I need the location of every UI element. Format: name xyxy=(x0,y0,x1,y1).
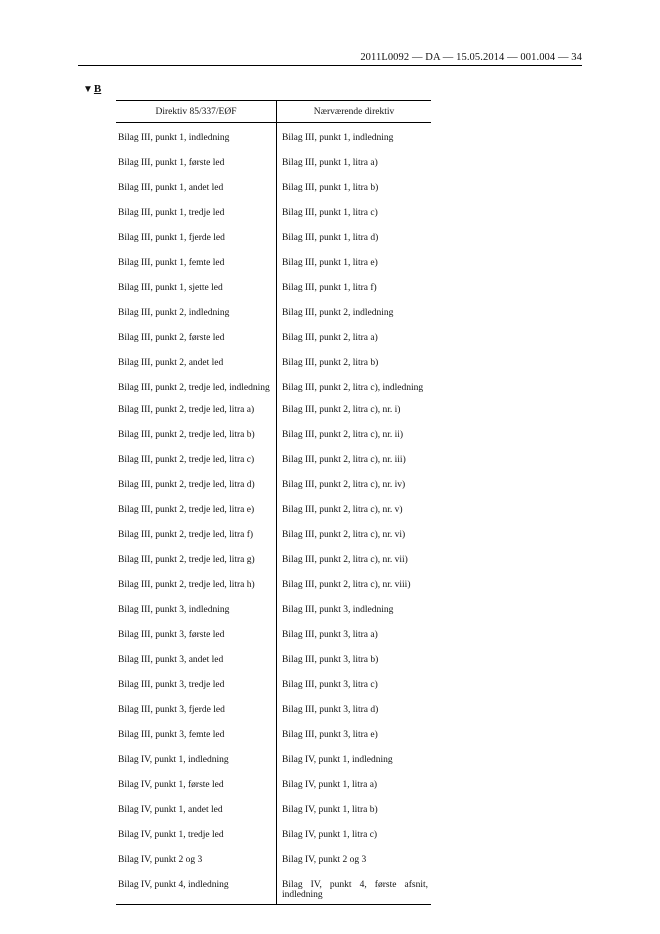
table-row xyxy=(116,397,431,422)
table-row xyxy=(116,275,431,300)
cell-old-directive: Bilag III, punkt 1, fjerde led xyxy=(116,225,277,250)
column-header-new-directive: Nærværende direktiv xyxy=(277,101,432,123)
table-row xyxy=(116,175,431,200)
table-row xyxy=(116,472,431,497)
table-row xyxy=(116,123,431,151)
table-row xyxy=(116,200,431,225)
table-row xyxy=(116,622,431,647)
table-row xyxy=(116,597,431,622)
table-header-row xyxy=(116,101,431,123)
cell-old-directive: Bilag IV, punkt 1, tredje led xyxy=(116,822,277,847)
table-row xyxy=(116,547,431,572)
table-row xyxy=(116,250,431,275)
cell-old-directive: Bilag III, punkt 1, tredje led xyxy=(116,200,277,225)
table-row xyxy=(116,847,431,872)
table-row xyxy=(116,422,431,447)
cell-new-directive: Bilag III, punkt 2, litra c), nr. iii) xyxy=(282,455,406,465)
cell-new-directive: Bilag III, punkt 3, litra c) xyxy=(282,680,378,690)
cell-old-directive: Bilag III, punkt 1, indledning xyxy=(116,123,277,151)
amendment-marker xyxy=(83,83,101,95)
cell-old-directive: Bilag III, punkt 1, første led xyxy=(116,150,277,175)
cell-old-directive: Bilag III, punkt 3, første led xyxy=(116,622,277,647)
amendment-marker-label: B xyxy=(93,83,102,95)
column-header-old-directive: Direktiv 85/337/EØF xyxy=(116,101,277,123)
cell-new-directive: Bilag IV, punkt 1, indledning xyxy=(282,755,393,765)
cell-new-directive: Bilag IV, punkt 1, litra b) xyxy=(282,805,378,815)
cell-old-directive: Bilag IV, punkt 1, indledning xyxy=(116,747,277,772)
table-row xyxy=(116,572,431,597)
cell-old-directive: Bilag III, punkt 2, tredje led, litra h) xyxy=(116,572,277,597)
correlation-table xyxy=(116,100,431,905)
cell-old-directive: Bilag III, punkt 2, tredje led, litra c) xyxy=(116,447,277,472)
cell-old-directive: Bilag III, punkt 3, femte led xyxy=(116,722,277,747)
table-row xyxy=(116,447,431,472)
cell-new-directive: Bilag III, punkt 1, litra f) xyxy=(282,283,377,293)
cell-old-directive: Bilag IV, punkt 1, andet led xyxy=(116,797,277,822)
cell-old-directive: Bilag IV, punkt 4, indledning xyxy=(116,872,277,905)
cell-new-directive: Bilag III, punkt 1, litra d) xyxy=(282,233,379,243)
cell-new-directive: Bilag III, punkt 1, litra b) xyxy=(282,183,379,193)
cell-new-directive: Bilag III, punkt 2, litra c), nr. viii) xyxy=(282,580,411,590)
table-row xyxy=(116,797,431,822)
cell-old-directive: Bilag III, punkt 2, andet led xyxy=(116,350,277,375)
cell-old-directive: Bilag III, punkt 2, tredje led, litra d) xyxy=(116,472,277,497)
table-row xyxy=(116,722,431,747)
cell-old-directive: Bilag III, punkt 1, andet led xyxy=(116,175,277,200)
cell-new-directive: Bilag III, punkt 2, litra c), indledning xyxy=(282,383,424,393)
cell-old-directive: Bilag IV, punkt 1, første led xyxy=(116,772,277,797)
triangle-marker-icon: ▼ xyxy=(83,84,93,95)
cell-old-directive: Bilag III, punkt 2, tredje led, litra e) xyxy=(116,497,277,522)
table-row xyxy=(116,497,431,522)
cell-new-directive: Bilag III, punkt 3, indledning xyxy=(282,605,394,615)
cell-new-directive: Bilag III, punkt 1, indledning xyxy=(282,133,394,143)
table-row xyxy=(116,772,431,797)
cell-old-directive: Bilag III, punkt 2, tredje led, litra f) xyxy=(116,522,277,547)
table-row xyxy=(116,225,431,250)
cell-new-directive: Bilag III, punkt 2, litra c), nr. vi) xyxy=(282,530,406,540)
cell-new-directive: Bilag III, punkt 1, litra a) xyxy=(282,158,378,168)
cell-new-directive: Bilag III, punkt 3, litra b) xyxy=(282,655,379,665)
header-divider xyxy=(78,65,582,66)
cell-old-directive: Bilag III, punkt 3, tredje led xyxy=(116,672,277,697)
document-reference: 2011L0092 — DA — 15.05.2014 — 001.004 — 34 xyxy=(360,52,582,63)
cell-new-directive: Bilag III, punkt 3, litra a) xyxy=(282,630,378,640)
table-row xyxy=(116,647,431,672)
cell-old-directive: Bilag III, punkt 2, tredje led, litra a) xyxy=(116,397,277,422)
cell-new-directive: Bilag III, punkt 1, litra e) xyxy=(282,258,378,268)
table-row xyxy=(116,822,431,847)
cell-old-directive: Bilag IV, punkt 2 og 3 xyxy=(116,847,277,872)
table-row xyxy=(116,522,431,547)
cell-new-directive: Bilag IV, punkt 2 og 3 xyxy=(282,855,367,865)
table-row xyxy=(116,150,431,175)
cell-old-directive: Bilag III, punkt 2, tredje led, indledning xyxy=(116,375,277,397)
cell-new-directive: Bilag III, punkt 2, litra c), nr. i) xyxy=(282,405,401,415)
cell-old-directive: Bilag III, punkt 1, sjette led xyxy=(116,275,277,300)
table-row xyxy=(116,375,431,397)
cell-new-directive: Bilag III, punkt 3, litra e) xyxy=(282,730,378,740)
cell-old-directive: Bilag III, punkt 2, tredje led, litra g) xyxy=(116,547,277,572)
table-row xyxy=(116,325,431,350)
cell-old-directive: Bilag III, punkt 3, indledning xyxy=(116,597,277,622)
cell-new-directive: Bilag III, punkt 2, litra b) xyxy=(282,358,379,368)
cell-new-directive: Bilag III, punkt 2, litra c), nr. vii) xyxy=(282,555,408,565)
table-row xyxy=(116,300,431,325)
table-body xyxy=(116,123,431,905)
table-row xyxy=(116,697,431,722)
cell-new-directive: Bilag IV, punkt 1, litra a) xyxy=(282,780,378,790)
cell-old-directive: Bilag III, punkt 3, fjerde led xyxy=(116,697,277,722)
cell-old-directive: Bilag III, punkt 2, tredje led, litra b) xyxy=(116,422,277,447)
table-row xyxy=(116,747,431,772)
cell-new-directive: Bilag III, punkt 3, litra d) xyxy=(282,705,379,715)
cell-old-directive: Bilag III, punkt 1, femte led xyxy=(116,250,277,275)
cell-new-directive: Bilag III, punkt 2, litra c), nr. v) xyxy=(282,505,403,515)
cell-new-directive: Bilag III, punkt 2, indledning xyxy=(282,308,394,318)
cell-old-directive: Bilag III, punkt 2, første led xyxy=(116,325,277,350)
cell-new-directive: Bilag IV, punkt 4, første afsnit, indledning xyxy=(277,872,432,905)
cell-old-directive: Bilag III, punkt 2, indledning xyxy=(116,300,277,325)
table-row xyxy=(116,672,431,697)
table-row xyxy=(116,872,431,905)
cell-new-directive: Bilag III, punkt 2, litra c), nr. iv) xyxy=(282,480,406,490)
cell-new-directive: Bilag IV, punkt 1, litra c) xyxy=(282,830,378,840)
table-row xyxy=(116,350,431,375)
cell-old-directive: Bilag III, punkt 3, andet led xyxy=(116,647,277,672)
cell-new-directive: Bilag III, punkt 2, litra a) xyxy=(282,333,378,343)
cell-new-directive: Bilag III, punkt 1, litra c) xyxy=(282,208,378,218)
cell-new-directive: Bilag III, punkt 2, litra c), nr. ii) xyxy=(282,430,404,440)
